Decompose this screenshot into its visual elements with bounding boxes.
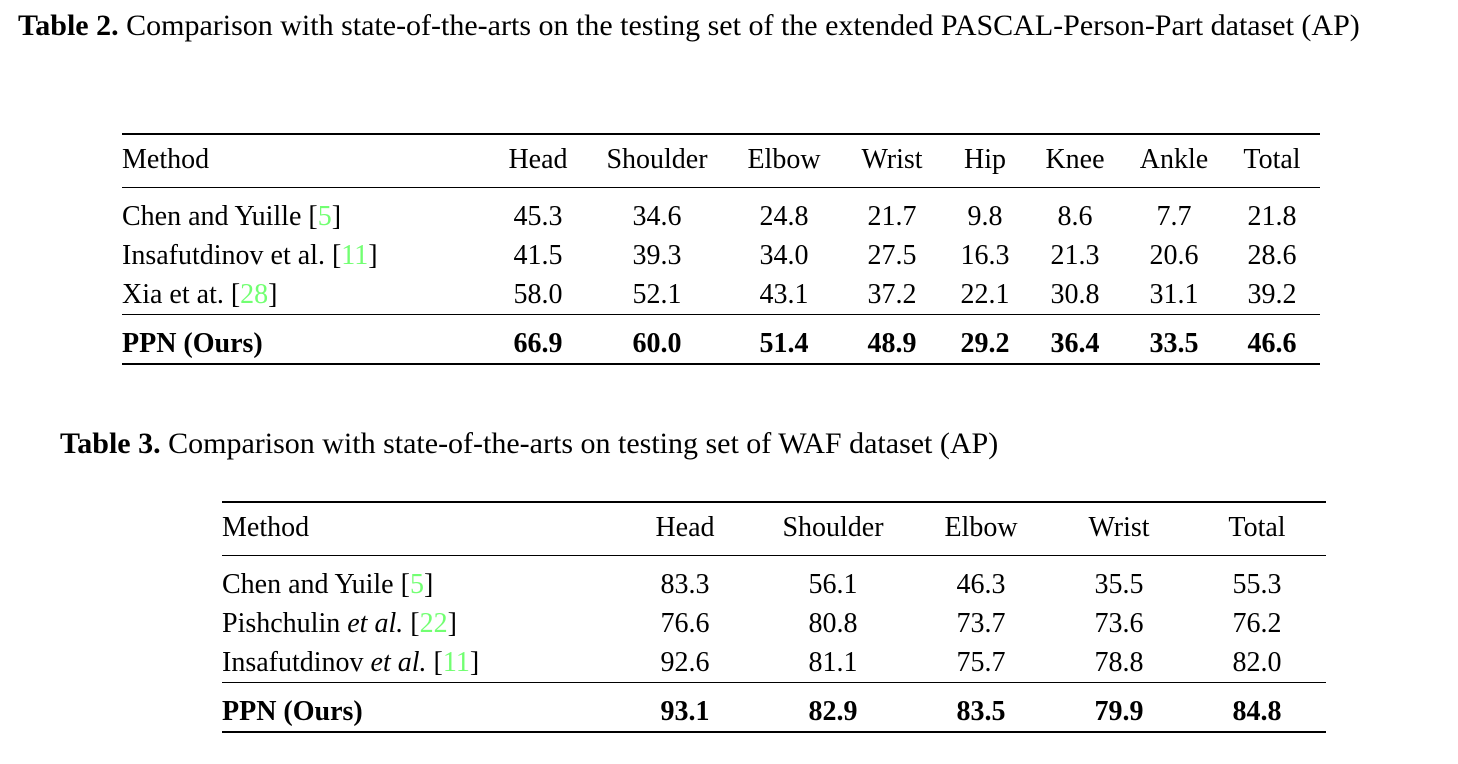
method-name: Insafutdinov — [222, 646, 371, 678]
table-2-row-0-method — [122, 197, 490, 236]
table-3-col-shoulder: Shoulder — [754, 502, 912, 556]
bracket-open: [ — [400, 568, 410, 600]
table-2-row-0-ankle: 7.7 — [1156, 200, 1192, 232]
table-3-row-1-total: 76.2 — [1232, 607, 1282, 639]
table-3-row-1-elbow: 73.7 — [956, 607, 1006, 639]
table-2-row-2-hip: 22.1 — [944, 275, 1026, 315]
table-2-col-head: Head — [490, 134, 586, 188]
table-2-row-3-elbow: 51.4 — [728, 324, 840, 364]
method-name: Chen and Yuille [ — [122, 200, 318, 232]
table-3-row-2-elbow: 75.7 — [912, 643, 1050, 683]
table-2-row-2-elbow: 43.1 — [728, 275, 840, 315]
table-2-row-3-knee: 36.4 — [1026, 324, 1124, 364]
table-2-row-0-shoulder: 34.6 — [632, 200, 682, 232]
table-3-row-2-total: 82.0 — [1188, 643, 1326, 683]
bracket-close: ] — [368, 239, 378, 271]
table-3 — [222, 501, 1326, 733]
table-2-ours-gap — [122, 315, 1320, 325]
table-3-row-3-wrist: 79.9 — [1050, 692, 1188, 732]
table-2-row-3-head: 66.9 — [490, 324, 586, 364]
bracket-close: ] — [423, 568, 434, 600]
bracket-close: ] — [268, 278, 278, 310]
table-3-row-1-head: 76.6 — [660, 607, 710, 639]
method-name: PPN (Ours) — [222, 695, 363, 727]
table-3-header-gap — [222, 556, 1326, 566]
table-2-row-1-hip: 16.3 — [960, 239, 1010, 271]
table-2-col-hip: Hip — [944, 134, 1026, 188]
reference-link[interactable]: 5 — [409, 568, 424, 600]
bracket-close: ] — [447, 607, 457, 639]
caption-table-2-label: Table 2. — [18, 9, 119, 42]
table-3-row-2-wrist: 78.8 — [1050, 643, 1188, 683]
table-row — [122, 275, 1320, 315]
table-3-row-0-shoulder: 56.1 — [808, 568, 858, 600]
method-name: Pishchulin — [222, 607, 348, 639]
table-2-row-2-method — [122, 275, 490, 315]
table-2-col-total: Total — [1224, 134, 1320, 188]
table-3-col-elbow: Elbow — [912, 502, 1050, 556]
table-2-header-row — [122, 134, 1320, 188]
table-2-row-3-shoulder: 60.0 — [586, 324, 728, 364]
table-2-col-elbow: Elbow — [728, 134, 840, 188]
table-2-row-0-hip: 9.8 — [967, 200, 1003, 232]
table-2-row-2-wrist: 37.2 — [840, 275, 944, 315]
table-row — [122, 236, 1320, 275]
table-3-col-method: Method — [222, 502, 616, 556]
reference-link[interactable]: 11 — [341, 239, 369, 271]
table-2-row-2-head: 58.0 — [490, 275, 586, 315]
table-2-row-0-total: 21.8 — [1247, 200, 1297, 232]
table-row — [122, 197, 1320, 236]
method-etal: et al. — [347, 607, 404, 639]
table-2-col-method: Method — [122, 134, 490, 188]
caption-table-3-label: Table 3. — [60, 427, 161, 460]
method-name: Chen and Yuile — [222, 568, 401, 600]
caption-table-3-text: Comparison with state-of-the-arts on testing set of WAF dataset (AP) — [168, 427, 999, 460]
caption-table-3 — [60, 424, 1420, 464]
table-2-container — [122, 133, 1320, 365]
table-row — [222, 604, 1326, 643]
reference-link[interactable]: 22 — [419, 607, 448, 639]
table-2-col-shoulder: Shoulder — [586, 134, 728, 188]
table-2-row-2-knee: 30.8 — [1026, 275, 1124, 315]
table-2-row-2-ankle: 31.1 — [1124, 275, 1224, 315]
table-3-container — [222, 501, 1326, 733]
table-2-row-1-knee: 21.3 — [1050, 239, 1100, 271]
table-2-row-2-total: 39.2 — [1224, 275, 1320, 315]
table-2-row-2-shoulder: 52.1 — [586, 275, 728, 315]
table-3-row-0-head: 83.3 — [660, 568, 710, 600]
table-row — [222, 643, 1326, 683]
table-2-row-3-hip: 29.2 — [944, 324, 1026, 364]
table-2-row-0-head: 45.3 — [513, 200, 563, 232]
table-2-row-3-ankle: 33.5 — [1124, 324, 1224, 364]
table-3-col-total: Total — [1188, 502, 1326, 556]
bracket-open: [ — [403, 607, 420, 639]
table-2-row-1-shoulder: 39.3 — [632, 239, 682, 271]
method-name: Xia et at. [ — [122, 278, 241, 310]
table-3-header-row — [222, 502, 1326, 556]
table-2-row-0-wrist: 21.7 — [867, 200, 917, 232]
table-3-row-1-method — [222, 604, 616, 643]
table-2-row-1-method — [122, 236, 490, 275]
table-2-row-1-elbow: 34.0 — [759, 239, 809, 271]
table-2-row-3-total: 46.6 — [1224, 324, 1320, 364]
reference-link[interactable]: 28 — [240, 278, 269, 310]
table-3-row-1-shoulder: 80.8 — [808, 607, 858, 639]
bracket-close: ] — [469, 646, 480, 678]
table-2-col-ankle: Ankle — [1124, 134, 1224, 188]
table-2-row-1-total: 28.6 — [1247, 239, 1297, 271]
table-2-row-3-wrist: 48.9 — [840, 324, 944, 364]
table-row — [222, 692, 1326, 732]
table-3-col-wrist: Wrist — [1050, 502, 1188, 556]
table-3-col-head: Head — [616, 502, 754, 556]
table-row — [122, 324, 1320, 364]
bracket-open: [ — [426, 646, 443, 678]
table-2-row-0-elbow: 24.8 — [759, 200, 809, 232]
reference-link[interactable]: 11 — [442, 646, 470, 678]
method-etal: et al. — [370, 646, 427, 678]
table-3-row-3-elbow: 83.5 — [912, 692, 1050, 732]
table-3-row-2-head: 92.6 — [616, 643, 754, 683]
table-2-row-1-wrist: 27.5 — [867, 239, 917, 271]
table-3-row-0-method — [222, 565, 616, 604]
table-2-col-wrist: Wrist — [840, 134, 944, 188]
table-3-row-0-elbow: 46.3 — [956, 568, 1006, 600]
table-3-row-3-head: 93.1 — [616, 692, 754, 732]
table-3-ours-gap — [222, 683, 1326, 693]
method-name: PPN (Ours) — [122, 327, 263, 359]
bracket-close: ] — [331, 200, 342, 232]
table-3-row-3-total: 84.8 — [1188, 692, 1326, 732]
caption-table-2-text: Comparison with state-of-the-arts on the testing set of the extended PASCAL-Person-Part dataset (AP) — [126, 9, 1360, 42]
reference-link[interactable]: 5 — [317, 200, 332, 232]
table-3-row-2-shoulder: 81.1 — [754, 643, 912, 683]
table-3-row-0-total: 55.3 — [1232, 568, 1282, 600]
table-2-row-0-knee: 8.6 — [1057, 200, 1093, 232]
table-2 — [122, 133, 1320, 365]
table-3-row-2-method — [222, 643, 616, 683]
table-2-row-1-ankle: 20.6 — [1149, 239, 1199, 271]
table-2-row-1-head: 41.5 — [513, 239, 563, 271]
table-row — [222, 565, 1326, 604]
caption-table-2 — [18, 6, 1438, 46]
method-name: Insafutdinov et al. [ — [122, 239, 342, 271]
table-3-row-0-wrist: 35.5 — [1094, 568, 1144, 600]
table-2-row-3-method — [122, 324, 490, 364]
table-3-row-3-method — [222, 692, 616, 732]
table-3-row-1-wrist: 73.6 — [1094, 607, 1144, 639]
table-3-row-3-shoulder: 82.9 — [754, 692, 912, 732]
table-2-header-gap — [122, 188, 1320, 198]
table-2-col-knee: Knee — [1026, 134, 1124, 188]
